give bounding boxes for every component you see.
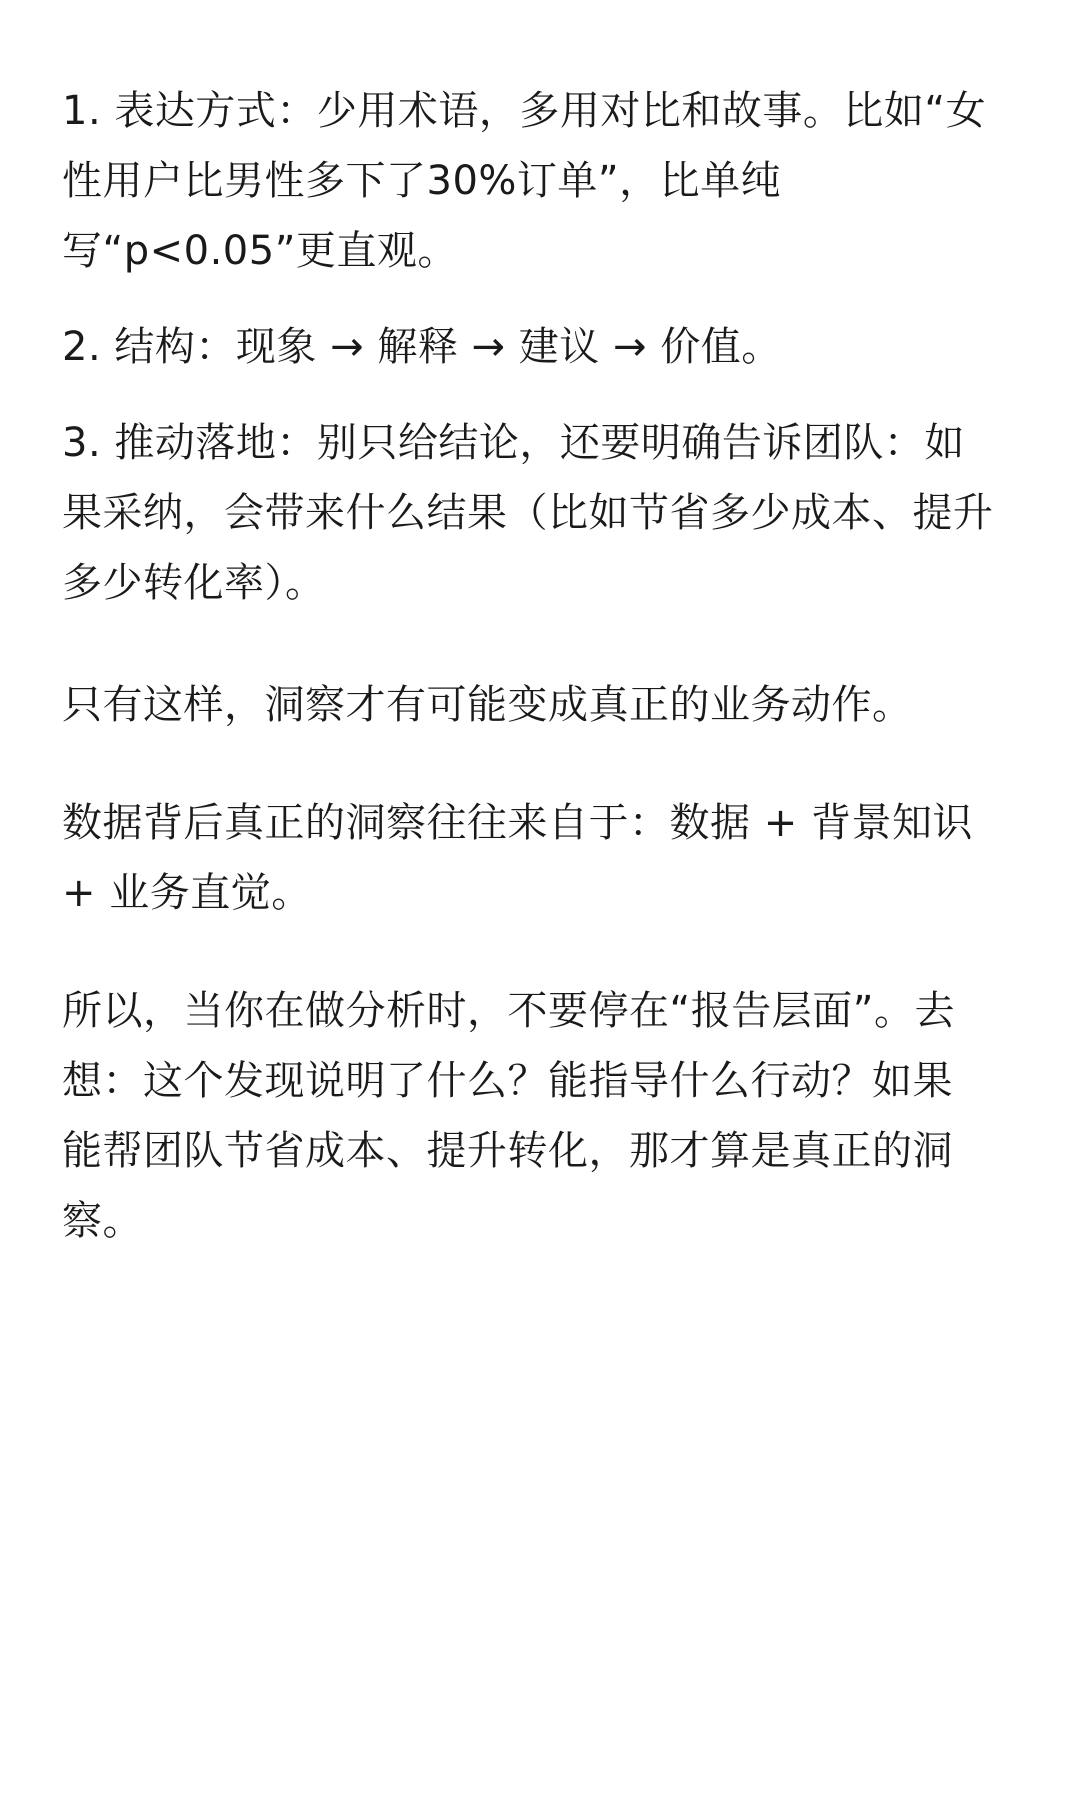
paragraph-insight-source <box>62 788 1032 928</box>
text-line: + 业务直觉。 <box>62 870 312 916</box>
text-line: 1. 表达方式：少用术语，多用对比和故事。比如“女 <box>62 88 987 134</box>
text-line: 所以，当你在做分析时，不要停在“报告层面”。去 <box>62 988 955 1034</box>
text-line: 想：这个发现说明了什么？能指导什么行动？如果 <box>62 1058 953 1104</box>
text-line: 写“p<0.05”更直观。 <box>62 228 458 274</box>
paragraph-business-action <box>62 670 1032 740</box>
text-line: 3. 推动落地：别只给结论，还要明确告诉团队：如 <box>62 420 965 466</box>
text-line: 性用户比男性多下了30%订单”，比单纯 <box>62 158 782 204</box>
list-item-implementation <box>62 408 1032 618</box>
text-line: 能帮团队节省成本、提升转化，那才算是真正的洞 <box>62 1128 953 1174</box>
text-line: 多少转化率）。 <box>62 560 326 606</box>
text-line: 2. 结构：现象 → 解释 → 建议 → 价值。 <box>62 324 782 370</box>
numbered-list <box>62 76 1032 618</box>
article-body <box>62 76 1032 1304</box>
text-line: 察。 <box>62 1198 143 1244</box>
text-line: 只有这样，洞察才有可能变成真正的业务动作。 <box>62 682 913 728</box>
paragraph-conclusion <box>62 976 1032 1256</box>
list-item-structure <box>62 312 1032 382</box>
list-item-expression <box>62 76 1032 286</box>
text-line: 数据背后真正的洞察往往来自于：数据 + 背景知识 <box>62 800 973 846</box>
text-line: 果采纳，会带来什么结果（比如节省多少成本、提升 <box>62 490 994 536</box>
